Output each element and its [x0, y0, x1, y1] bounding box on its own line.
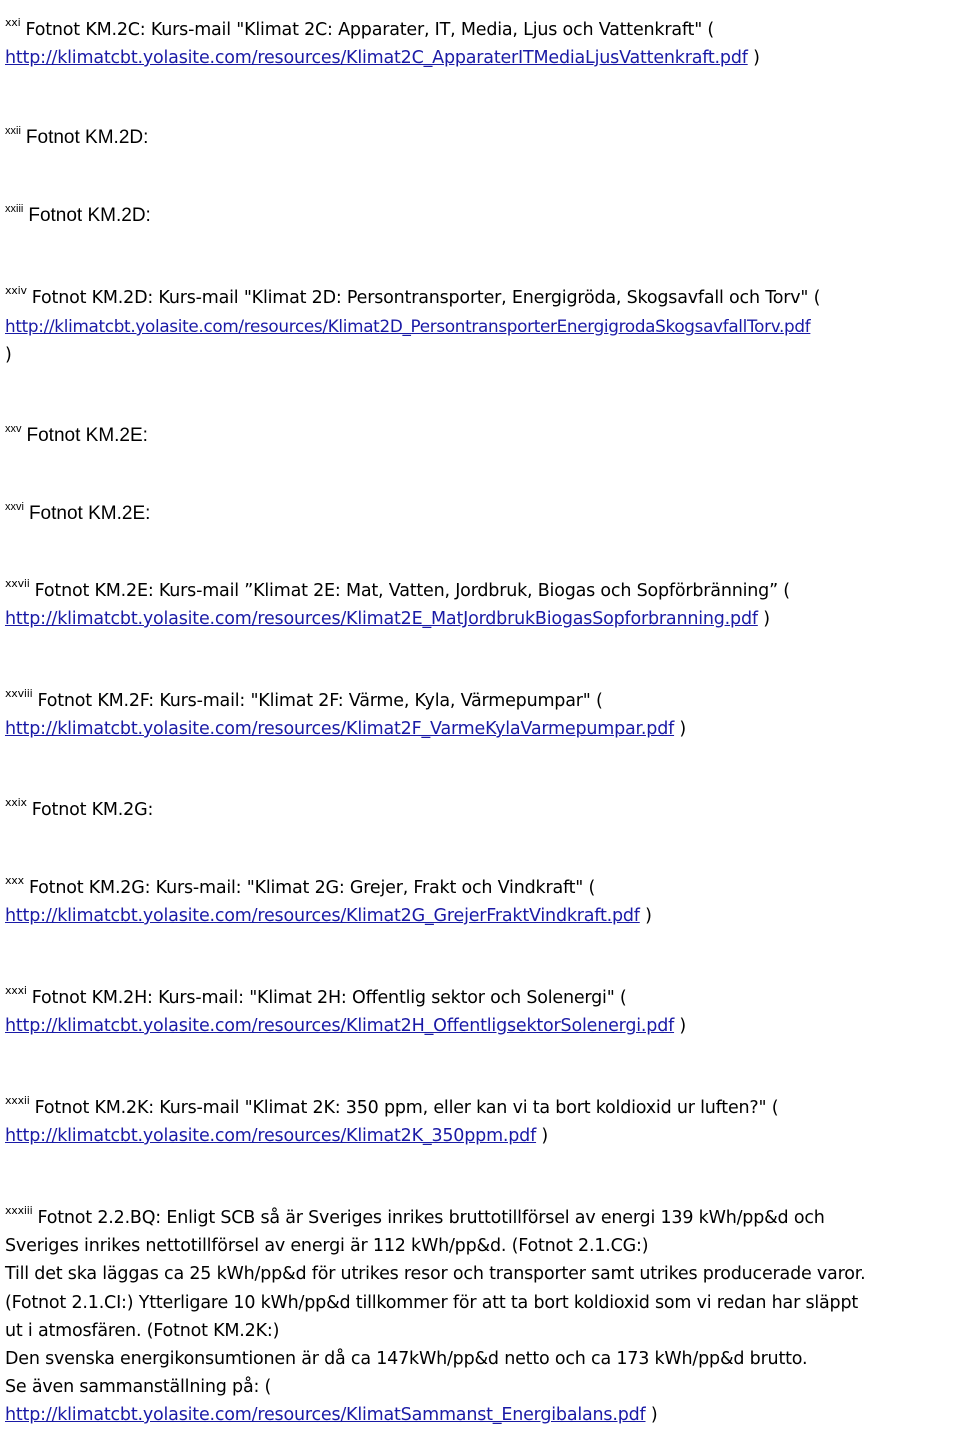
footnote-link[interactable]: http://klimatcbt.yolasite.com/resources/Klimat2K_350ppm.pdf	[5, 1126, 537, 1146]
footnote-tail: )	[5, 345, 12, 365]
footnote-text: Fotnot KM.2G: Kurs-mail: "Klimat 2G: Grejer, Frakt och Vindkraft" (	[28, 878, 596, 898]
footnote-xxii	[5, 126, 148, 152]
footnote-marker: xxviii	[5, 687, 33, 700]
footnote-text: Fotnot KM.2E:	[26, 425, 148, 446]
footnote-marker: xxxii	[5, 1094, 30, 1107]
footnote-text: Fotnot KM.2E: Kurs-mail ”Klimat 2E: Mat, Vatten, Jordbruk, Biogas och Sopförbränning” (	[34, 581, 790, 601]
footnote-marker: xxix	[5, 796, 27, 809]
footnote-xxxiii-line-3	[5, 1262, 865, 1286]
footnote-xxxiii-line-7	[5, 1375, 271, 1399]
footnote-link[interactable]: http://klimatcbt.yolasite.com/resources/Klimat2G_GrejerFraktVindkraft.pdf	[5, 906, 640, 926]
footnote-marker: xxv	[5, 423, 22, 435]
footnote-link[interactable]: http://klimatcbt.yolasite.com/resources/Klimat2C_ApparaterITMediaLjusVattenkraft.pdf	[5, 48, 748, 68]
footnote-xxiv-url-line	[5, 314, 810, 338]
footnote-marker: xxiii	[5, 203, 24, 215]
paragraph-text: Till det ska läggas ca 25 kWh/pp&d för utrikes resor och transporter samt utrikes producerade varor.	[5, 1264, 866, 1284]
footnote-xxx-url-line	[5, 904, 652, 928]
footnote-xxxiii-line-4	[5, 1291, 858, 1315]
footnote-xxiii	[5, 204, 151, 230]
paragraph-text: Sveriges inrikes nettotillförsel av energi är 112 kWh/pp&d. (Fotnot 2.1.CG:)	[5, 1236, 649, 1256]
footnote-xxvii	[5, 579, 790, 605]
footnote-tail: )	[536, 1126, 549, 1146]
paragraph-text: (Fotnot 2.1.CI:) Ytterligare 10 kWh/pp&d tillkommer för att ta bort koldioxid som vi redan har släppt	[5, 1293, 859, 1313]
footnote-text: Fotnot KM.2E:	[28, 503, 151, 524]
footnote-marker: xxi	[5, 16, 21, 29]
footnote-xxi	[5, 18, 714, 44]
footnote-marker: xxx	[5, 874, 24, 887]
footnote-xxiv-tail-line	[5, 343, 12, 367]
footnote-marker: xxvii	[5, 577, 30, 590]
footnote-text: Fotnot KM.2G:	[31, 800, 154, 820]
footnote-xxvi	[5, 502, 150, 528]
footnote-xxxiii-url-line	[5, 1403, 658, 1427]
footnote-marker: xxvi	[5, 501, 24, 513]
footnote-tail: )	[674, 719, 687, 739]
footnote-tail: )	[747, 48, 760, 68]
footnote-xxi-url-line	[5, 46, 760, 70]
footnote-text: Fotnot KM.2K: Kurs-mail "Klimat 2K: 350 ppm, eller kan vi ta bort koldioxid ur luften?" (	[34, 1098, 779, 1118]
footnote-xxviii	[5, 689, 603, 715]
footnote-text: Fotnot KM.2D: Kurs-mail "Klimat 2D: Persontransporter, Energigröda, Skogsavfall och Torv" (	[31, 288, 821, 308]
footnote-link[interactable]: http://klimatcbt.yolasite.com/resources/Klimat2E_MatJordbrukBiogasSopforbranning.pdf	[5, 609, 758, 629]
footnote-xxx	[5, 876, 595, 902]
footnote-xxxii	[5, 1096, 778, 1122]
footnote-text: Fotnot 2.2.BQ: Enligt SCB så är Sveriges inrikes bruttotillförsel av energi 139 kWh/pp&d och	[37, 1208, 825, 1228]
footnote-link[interactable]: http://klimatcbt.yolasite.com/resources/KlimatSammanst_Energibalans.pdf	[5, 1405, 646, 1425]
paragraph-text: Se även sammanställning på: (	[5, 1377, 272, 1397]
footnote-text: Fotnot KM.2D:	[25, 127, 149, 148]
footnote-xxvii-url-line	[5, 607, 770, 631]
footnote-marker: xxxiii	[5, 1204, 33, 1217]
footnote-text: Fotnot KM.2F: Kurs-mail: "Klimat 2F: Värme, Kyla, Värmepumpar" (	[37, 691, 603, 711]
footnote-link[interactable]: http://klimatcbt.yolasite.com/resources/Klimat2D_PersontransporterEnergigrodaSkogsavfallTorv.pdf	[5, 316, 811, 336]
footnote-text: Fotnot KM.2H: Kurs-mail: "Klimat 2H: Offentlig sektor och Solenergi" (	[31, 988, 627, 1008]
footnote-xxxiii-line-5	[5, 1319, 279, 1343]
footnote-xxxiii-line-6	[5, 1347, 807, 1371]
footnote-xxxiii	[5, 1206, 825, 1232]
footnote-tail: )	[674, 1016, 687, 1036]
footnote-text: Fotnot KM.2C: Kurs-mail "Klimat 2C: Apparater, IT, Media, Ljus och Vattenkraft" (	[25, 20, 715, 40]
footnote-link[interactable]: http://klimatcbt.yolasite.com/resources/Klimat2H_OffentligsektorSolenergi.pdf	[5, 1016, 675, 1036]
footnote-xxxii-url-line	[5, 1124, 548, 1148]
footnote-tail: )	[757, 609, 770, 629]
footnote-marker: xxxi	[5, 984, 27, 997]
footnote-marker: xxii	[5, 125, 21, 137]
footnote-link[interactable]: http://klimatcbt.yolasite.com/resources/Klimat2F_VarmeKylaVarmepumpar.pdf	[5, 719, 675, 739]
paragraph-text: Den svenska energikonsumtionen är då ca 147kWh/pp&d netto och ca 173 kWh/pp&d brutto.	[5, 1349, 808, 1369]
footnote-xxiv	[5, 286, 820, 312]
footnote-tail: )	[639, 906, 652, 926]
footnote-xxv	[5, 424, 148, 450]
footnote-xxxiii-line-2	[5, 1234, 648, 1258]
footnote-tail: )	[645, 1405, 658, 1425]
footnote-xxviii-url-line	[5, 717, 686, 741]
footnote-marker: xxiv	[5, 284, 27, 297]
footnote-text: Fotnot KM.2D:	[28, 205, 151, 226]
paragraph-text: ut i atmosfären. (Fotnot KM.2K:)	[5, 1321, 280, 1341]
footnote-xxxi	[5, 986, 627, 1012]
footnote-xxix	[5, 798, 153, 824]
footnote-xxxi-url-line	[5, 1014, 686, 1038]
